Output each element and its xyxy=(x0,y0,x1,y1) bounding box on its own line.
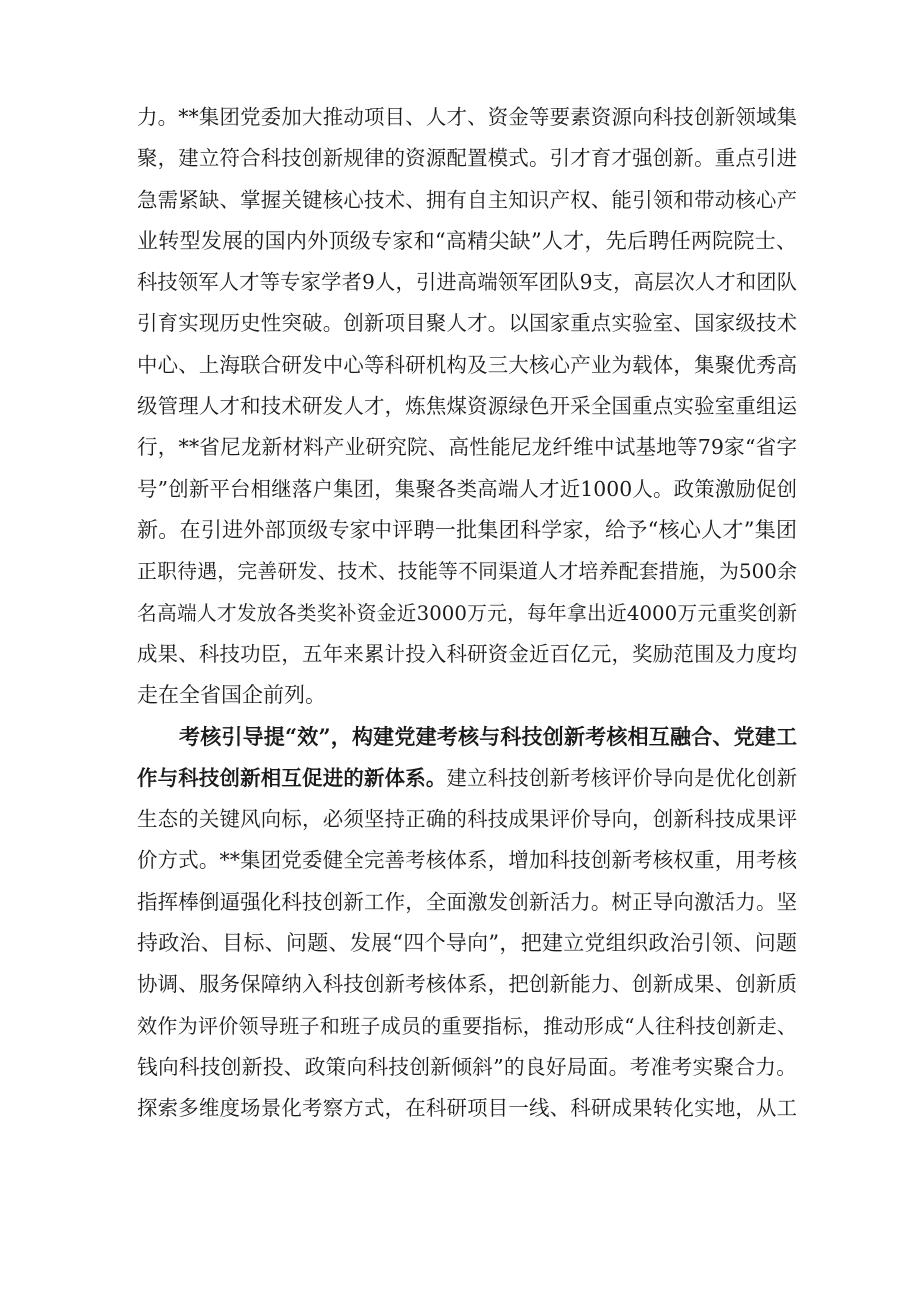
body-text xyxy=(137,97,797,1129)
text-line: 探索多维度场景化考察方式，在科研项目一线、科研成果转化实地，从工 xyxy=(137,1096,797,1121)
text-line: 号”创新平台相继落户集团，集聚各类高端人才近1000人。政策激励促创 xyxy=(137,476,797,501)
text-line: 走在全省国企前列。 xyxy=(137,683,326,708)
text-line: 新。在引进外部顶级专家中评聘一批集团科学家，给予“核心人才”集团 xyxy=(137,517,797,542)
text-line: 协调、服务保障纳入科技创新考核体系，把创新能力、创新成果、创新质 xyxy=(137,972,797,997)
text-line: 级管理人才和技术研发人才，炼焦煤资源绿色开采全国重点实验室重组运 xyxy=(137,394,797,419)
text-line: 名高端人才发放各类奖补资金近3000万元，每年拿出近4000万元重奖创新 xyxy=(137,601,797,625)
text-line: 价方式。**集团党委健全完善考核体系，增加科技创新考核权重，用考核 xyxy=(137,848,797,873)
text-line: 业转型发展的国内外顶级专家和“高精尖缺”人才，先后聘任两院院士、 xyxy=(137,228,797,253)
text-line: 急需紧缺、掌握关键核心技术、拥有自主知识产权、能引领和带动核心产 xyxy=(137,187,797,212)
text-line: 聚，建立符合科技创新规律的资源配置模式。引才育才强创新。重点引进 xyxy=(137,146,797,171)
text-line xyxy=(137,758,797,799)
text-line: 中心、上海联合研发中心等科研机构及三大核心产业为载体，集聚优秀高 xyxy=(137,352,797,377)
text-run: 建立科技创新考核评价导向是优化创新 xyxy=(446,765,798,790)
paragraph-2 xyxy=(137,716,797,1129)
paragraph-heading-end: 作与科技创新相互促进的新体系。 xyxy=(137,765,447,790)
paragraph-heading: 考核引导提“效”，构建党建考核与科技创新考核相互融合、党建工 xyxy=(179,724,797,750)
text-line: 引育实现历史性突破。创新项目聚人才。以国家重点实验室、国家级技术 xyxy=(137,311,797,336)
text-line: 力。**集团党委加大推动项目、人才、资金等要素资源向科技创新领域集 xyxy=(137,105,797,129)
text-line: 成果、科技功臣，五年来累计投入科研资金近百亿元，奖励范围及力度均 xyxy=(137,641,797,666)
paragraph-1 xyxy=(137,97,797,716)
text-line: 行，**省尼龙新材料产业研究院、高性能尼龙纤维中试基地等79家“省字 xyxy=(137,435,797,460)
text-line: 持政治、目标、问题、发展“四个导向”，把建立党组织政治引领、问题 xyxy=(137,930,797,955)
text-line: 正职待遇，完善研发、技术、技能等不同渠道人才培养配套措施，为500余 xyxy=(137,560,797,584)
text-line: 指挥棒倒逼强化科技创新工作，全面激发创新活力。树正导向激活力。坚 xyxy=(137,889,797,914)
text-line: 科技领军人才等专家学者9人，引进高端领军团队9支，高层次人才和团队 xyxy=(137,270,797,295)
text-line: 钱向科技创新投、政策向科技创新倾斜”的良好局面。考准考实聚合力。 xyxy=(137,1054,797,1079)
text-line: 生态的关键风向标，必须坚持正确的科技成果评价导向，创新科技成果评 xyxy=(137,807,797,832)
text-line: 效作为评价领导班子和班子成员的重要指标，推动形成“人往科技创新走、 xyxy=(137,1013,797,1038)
